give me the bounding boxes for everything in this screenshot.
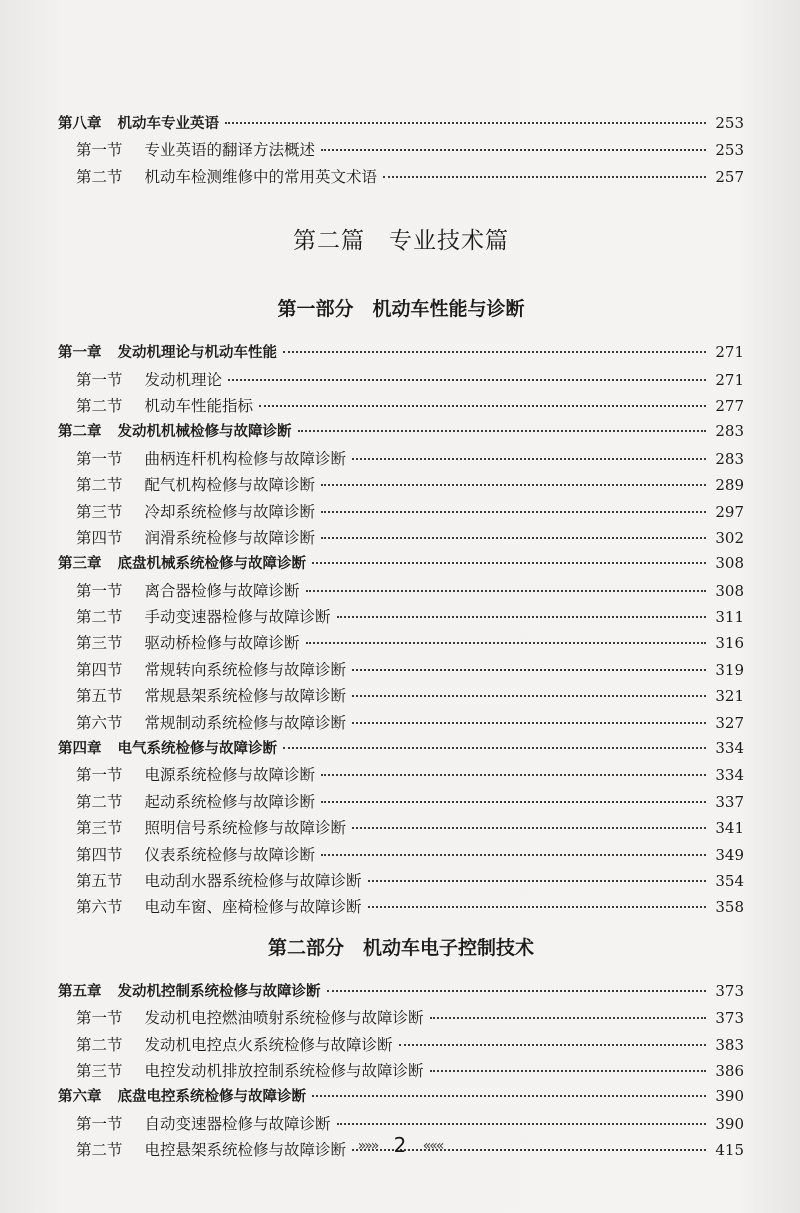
page-number: 383	[715, 1035, 744, 1054]
section-title: 机动车检测维修中的常用英文术语	[144, 167, 378, 186]
section-label: 第一节	[76, 1009, 123, 1028]
page-number: 373	[715, 981, 744, 1000]
page-number: 253	[715, 141, 744, 160]
toc-section-row[interactable]	[58, 1059, 744, 1085]
dot-leader	[368, 905, 706, 908]
section-title: 照明信号系统检修与故障诊断	[144, 819, 347, 838]
page-number: 341	[715, 819, 744, 838]
chapter-title: 发动机机械检修与故障诊断	[117, 424, 292, 441]
page-number: 337	[715, 792, 744, 811]
section-title: 电控悬架系统检修与故障诊断	[144, 1141, 347, 1160]
section-label: 第二节	[76, 476, 123, 495]
toc-section-row[interactable]	[58, 763, 744, 789]
section-label: 第一节	[76, 141, 123, 160]
section-label: 第四节	[76, 845, 123, 864]
dot-leader	[327, 989, 707, 992]
section-title: 电动车窗、座椅检修与故障诊断	[144, 898, 362, 917]
left-ornament: »»»	[357, 1138, 378, 1154]
dot-leader	[383, 175, 706, 178]
toc-section-row[interactable]	[58, 394, 744, 420]
toc-section-row[interactable]	[58, 368, 744, 394]
dot-leader	[228, 378, 706, 381]
dot-leader	[352, 457, 706, 460]
toc-section-row[interactable]	[58, 1033, 744, 1059]
page-number: 271	[715, 370, 744, 389]
dot-leader	[337, 615, 706, 618]
chapter-title: 机动车专业英语	[117, 116, 219, 132]
section-title: 配气机构检修与故障诊断	[144, 476, 316, 495]
toc-section-row[interactable]	[58, 526, 744, 552]
dot-leader	[225, 121, 706, 124]
section-title: 驱动桥检修与故障诊断	[144, 634, 300, 653]
page-number: 358	[715, 898, 744, 917]
section-title: 发动机电控燃油喷射系统检修与故障诊断	[144, 1009, 424, 1028]
toc-section-row[interactable]	[58, 473, 744, 499]
toc-section-row[interactable]	[58, 684, 744, 710]
chapter-label: 第四章	[58, 741, 102, 758]
chapter-label: 第六章	[58, 1089, 102, 1106]
section-title: 发动机电控点火系统检修与故障诊断	[144, 1035, 393, 1054]
section-title: 仪表系统检修与故障诊断	[144, 845, 316, 864]
toc-section-row[interactable]	[58, 631, 744, 657]
section-title: 离合器检修与故障诊断	[144, 581, 300, 600]
toc-section-row[interactable]	[58, 816, 744, 842]
chapter-label: 第三章	[58, 556, 102, 573]
footer-page-number: 2	[393, 1133, 407, 1157]
section-two-title: 第二部分 机动车电子控制技术	[267, 936, 534, 959]
page-number: 334	[715, 766, 744, 785]
section-label: 第一节	[76, 581, 123, 600]
chapter-title: 电气系统检修与故障诊断	[117, 741, 277, 758]
right-ornament: «««	[422, 1138, 443, 1154]
page-number: 308	[715, 554, 744, 573]
page-footer	[0, 1133, 800, 1160]
toc-chapter-row[interactable]	[58, 420, 744, 446]
section-title: 自动变速器检修与故障诊断	[144, 1114, 331, 1133]
section-title: 电源系统检修与故障诊断	[144, 766, 316, 785]
page-number: 271	[715, 343, 744, 362]
chapter-title: 底盘电控系统检修与故障诊断	[117, 1089, 306, 1106]
page-number: 283	[715, 422, 744, 441]
dot-leader	[337, 1122, 706, 1125]
section-one-title: 第一部分 机动车性能与诊断	[277, 298, 525, 321]
page-number: 334	[715, 739, 744, 758]
section-title: 专业英语的翻译方法概述	[144, 141, 316, 160]
dot-leader	[352, 694, 706, 697]
toc-chapter-row[interactable]	[58, 980, 744, 1006]
page-number: 289	[715, 476, 744, 495]
section-label: 第一节	[76, 766, 123, 785]
chapter-label: 第五章	[58, 983, 102, 1000]
toc-chapter-row[interactable]	[58, 552, 744, 578]
page-number: 297	[715, 502, 744, 521]
dot-leader	[306, 589, 706, 592]
page-number: 354	[715, 871, 744, 890]
table-of-contents	[58, 112, 744, 1165]
section-title: 冷却系统检修与故障诊断	[144, 502, 316, 521]
section-label: 第四节	[76, 528, 123, 547]
section-label: 第五节	[76, 871, 123, 890]
toc-chapter-row[interactable]	[58, 1085, 744, 1111]
page-number: 390	[715, 1087, 744, 1106]
dot-leader	[321, 853, 706, 856]
toc-section-row[interactable]	[58, 658, 744, 684]
toc-section-row[interactable]	[58, 447, 744, 473]
section-label: 第二节	[76, 167, 123, 186]
page-number: 415	[715, 1141, 744, 1160]
dot-leader	[352, 826, 706, 829]
dot-leader	[321, 536, 706, 539]
toc-section-row[interactable]	[58, 579, 744, 605]
section-title: 润滑系统检修与故障诊断	[144, 528, 316, 547]
section-label: 第六节	[76, 713, 123, 732]
page-number: 373	[715, 1009, 744, 1028]
section-title: 常规制动系统检修与故障诊断	[144, 713, 347, 732]
dot-leader	[283, 746, 706, 749]
section-label: 第一节	[76, 1114, 123, 1133]
section-label: 第三节	[76, 502, 123, 521]
section-label: 第三节	[76, 634, 123, 653]
page-number: 327	[715, 713, 744, 732]
chapter-label: 第二章	[58, 424, 102, 441]
page-number: 390	[715, 1114, 744, 1133]
toc-section-row[interactable]	[58, 869, 744, 895]
dot-leader	[259, 404, 706, 407]
section-title: 起动系统检修与故障诊断	[144, 792, 316, 811]
section-label: 第二节	[76, 1141, 123, 1160]
page-number: 316	[715, 634, 744, 653]
dot-leader	[306, 641, 706, 644]
page-number: 319	[715, 660, 744, 679]
section-title: 发动机理论	[144, 370, 223, 389]
section-title: 曲柄连杆机构检修与故障诊断	[144, 449, 347, 468]
page-number: 302	[715, 528, 744, 547]
section-label: 第五节	[76, 687, 123, 706]
toc-chapter-row[interactable]	[58, 112, 744, 138]
section-label: 第六节	[76, 898, 123, 917]
section-label: 第二节	[76, 396, 123, 415]
dot-leader	[368, 879, 706, 882]
section-label: 第三节	[76, 1061, 123, 1080]
toc-section-row[interactable]	[58, 605, 744, 631]
chapter-label: 第八章	[58, 116, 102, 132]
chapter-title: 发动机控制系统检修与故障诊断	[117, 983, 321, 1000]
page-number: 311	[715, 608, 744, 627]
section-title: 机动车性能指标	[144, 396, 254, 415]
toc-section-row[interactable]	[58, 790, 744, 816]
page-number: 283	[715, 449, 744, 468]
chapter-title: 底盘机械系统检修与故障诊断	[117, 556, 306, 573]
dot-leader	[399, 1043, 706, 1046]
dot-leader	[312, 561, 706, 564]
book-part-title: 第二篇 专业技术篇	[293, 228, 509, 255]
toc-section-row[interactable]	[58, 500, 744, 526]
section-label: 第三节	[76, 819, 123, 838]
page-number: 308	[715, 581, 744, 600]
dot-leader	[352, 721, 706, 724]
dot-leader	[321, 800, 706, 803]
toc-chapter-row[interactable]	[58, 341, 744, 367]
section-label: 第一节	[76, 449, 123, 468]
section-title: 电控发动机排放控制系统检修与故障诊断	[144, 1061, 424, 1080]
dot-leader	[321, 510, 706, 513]
toc-section-row[interactable]	[58, 711, 744, 737]
chapter-title: 发动机理论与机动车性能	[117, 345, 277, 362]
page-number: 257	[715, 167, 744, 186]
page-number: 277	[715, 396, 744, 415]
section-title: 常规转向系统检修与故障诊断	[144, 660, 347, 679]
dot-leader	[430, 1069, 706, 1072]
section-label: 第一节	[76, 370, 123, 389]
dot-leader	[321, 773, 706, 776]
chapter-label: 第一章	[58, 345, 102, 362]
section-label: 第二节	[76, 1035, 123, 1054]
page-number: 253	[715, 114, 744, 132]
dot-leader	[298, 429, 707, 432]
dot-leader	[430, 1016, 706, 1019]
toc-section-row[interactable]	[58, 138, 744, 164]
toc-section-row[interactable]	[58, 895, 744, 921]
toc-section-row[interactable]	[58, 843, 744, 869]
section-title: 手动变速器检修与故障诊断	[144, 608, 331, 627]
section-label: 第四节	[76, 660, 123, 679]
section-title: 电动刮水器系统检修与故障诊断	[144, 871, 362, 890]
dot-leader	[321, 148, 706, 151]
section-label: 第二节	[76, 792, 123, 811]
section-label: 第二节	[76, 608, 123, 627]
section-one-list	[58, 341, 744, 922]
page-number: 386	[715, 1061, 744, 1080]
page-number: 349	[715, 845, 744, 864]
page-number: 321	[715, 687, 744, 706]
dot-leader	[321, 483, 706, 486]
dot-leader	[312, 1094, 706, 1097]
toc-section-row[interactable]	[58, 1006, 744, 1032]
dot-leader	[283, 350, 706, 353]
dot-leader	[352, 668, 706, 671]
toc-section-row[interactable]	[58, 165, 744, 191]
section-title: 常规悬架系统检修与故障诊断	[144, 687, 347, 706]
toc-chapter-row[interactable]	[58, 737, 744, 763]
